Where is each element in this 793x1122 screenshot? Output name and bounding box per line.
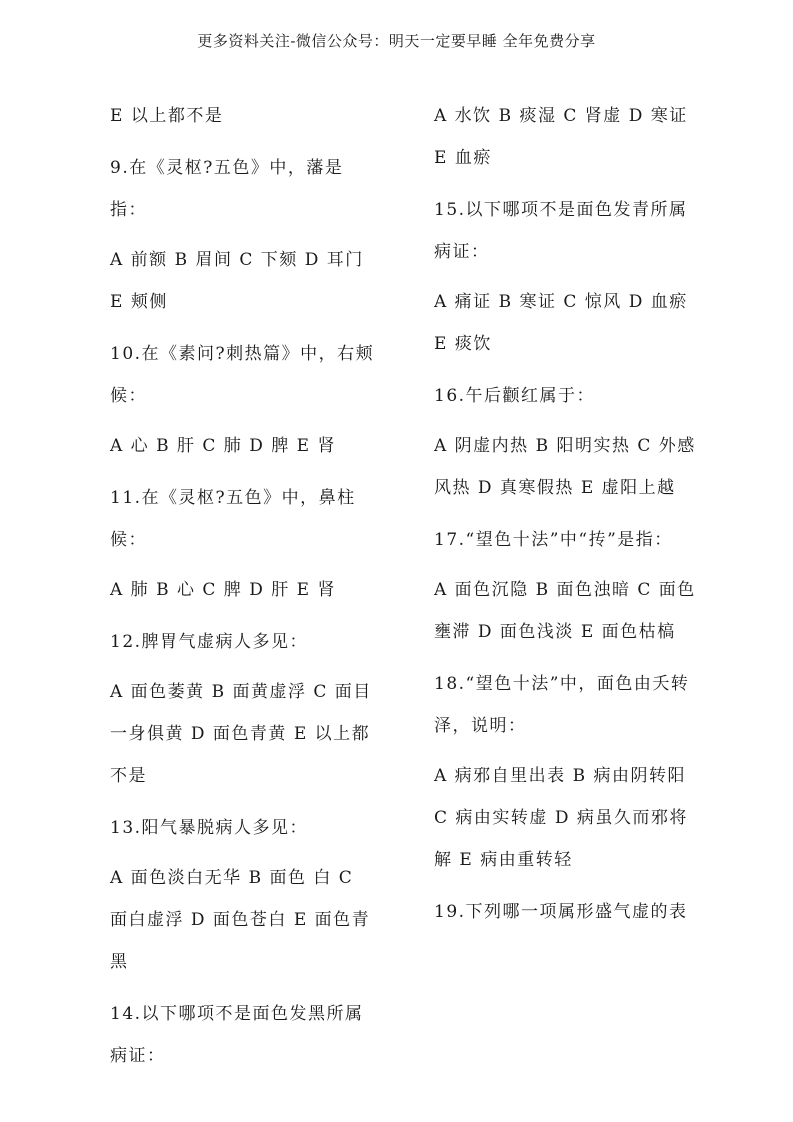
- option-text: A 面色萎黄 B 面黄虚浮 C 面目一身俱黄 D 面色青黄 E 以上都不是: [110, 682, 372, 786]
- option-text: A 痛证 B 寒证 C 惊风 D 血瘀 E 痰饮: [434, 292, 688, 354]
- question-text: 15.以下哪项不是面色发青所属病证：: [434, 200, 688, 262]
- question-text: 13.阳气暴脱病人多见：: [110, 818, 309, 838]
- option-text: A 心 B 肝 C 肺 D 脾 E 肾: [110, 436, 336, 456]
- option-text: E 以上都不是: [110, 106, 224, 126]
- option-text: A 前额 B 眉间 C 下颏 D 耳门 E 颊侧: [110, 250, 364, 312]
- question-text: 12.脾胃气虚病人多见：: [110, 632, 309, 652]
- page-header: 更多资料关注-微信公众号：明天一定要早睡 全年免费分享: [197, 32, 596, 50]
- right-column: [434, 95, 699, 933]
- question-text: 18.“望色十法”中，面色由夭转泽，说明：: [434, 674, 690, 736]
- option-text: A 水饮 B 痰湿 C 肾虚 D 寒证 E 血瘀: [434, 106, 688, 168]
- question-text: 14.以下哪项不是面色发黑所属病证：: [110, 1004, 364, 1066]
- question-text: 16.午后颧红属于：: [434, 386, 596, 406]
- option-text: A 面色沉隐 B 面色浊暗 C 面色壅滞 D 面色浅淡 E 面色枯槁: [434, 580, 696, 642]
- left-column: [110, 95, 375, 1077]
- question-text: 9.在《灵枢?五色》中，藩是指：: [110, 158, 344, 220]
- option-text: A 阴虚内热 B 阳明实热 C 外感风热 D 真寒假热 E 虚阳上越: [434, 436, 696, 498]
- option-text: A 肺 B 心 C 脾 D 肝 E 肾: [110, 580, 336, 600]
- option-text: A 病邪自里出表 B 病由阴转阳 C 病由实转虚 D 病虽久而邪将解 E 病由重转轻: [434, 766, 688, 870]
- question-text: 11.在《灵枢?五色》中，鼻柱候：: [110, 488, 356, 550]
- question-text: 10.在《素问?刺热篇》中，右颊候：: [110, 344, 375, 406]
- question-text: 19.下列哪一项属形盛气虚的表: [434, 902, 688, 922]
- question-text: 17.“望色十法”中“抟”是指：: [434, 530, 673, 550]
- option-text: A 面色淡白无华 B 面色 白 C 面白虚浮 D 面色苍白 E 面色青黑: [110, 868, 371, 972]
